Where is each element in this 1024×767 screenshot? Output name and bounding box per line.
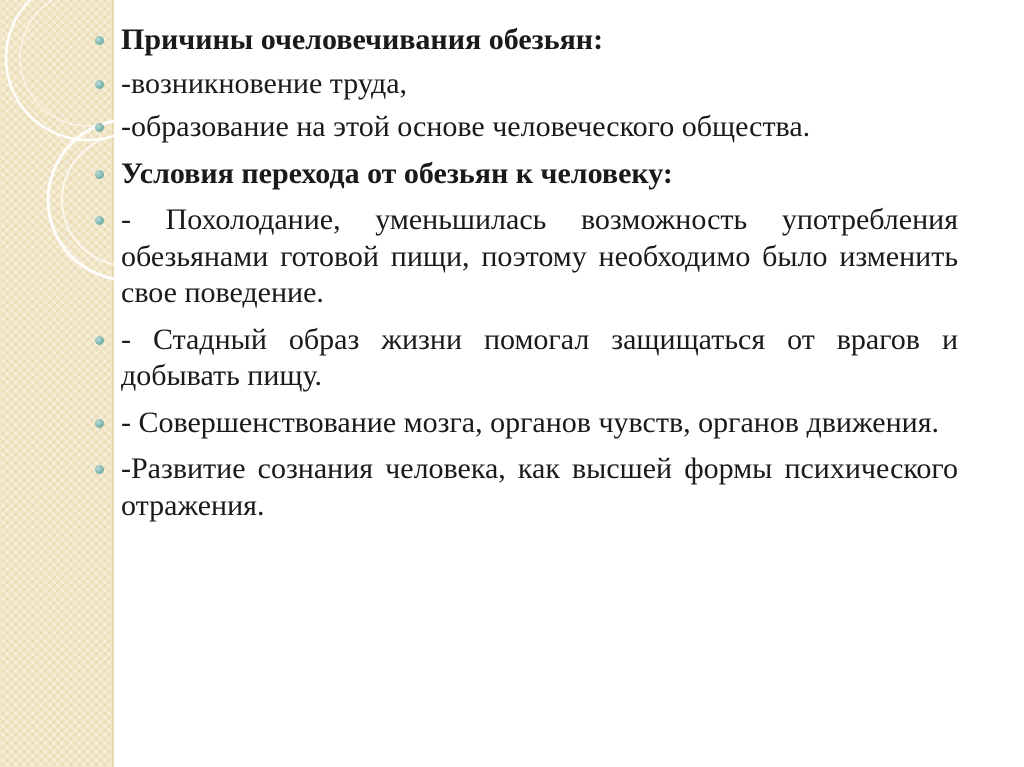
bullet-text: -образование на этой основе человеческого общества. (121, 110, 811, 143)
bullet-item (90, 22, 958, 59)
bullet-text: Причины очеловечивания обезьян: (121, 23, 604, 56)
bullet-dot-icon (95, 419, 104, 428)
bullet-dot-icon (95, 170, 104, 179)
bullet-dot-icon (95, 36, 104, 45)
bullet-item (90, 66, 958, 103)
bullet-dot-icon (95, 123, 104, 132)
bullet-item (90, 451, 958, 524)
bullet-text: - Похолодание, уменьшилась возможность употребления обезьянами готовой пищи, поэтому необходимо было изменить свое поведение. (121, 203, 958, 309)
bullet-text: -возникновение труда, (121, 66, 408, 100)
bullet-dot-icon (95, 80, 104, 89)
bullet-item (90, 156, 958, 193)
bullet-text: -Развитие сознания человека, как высшей формы психического отражения. (121, 452, 958, 522)
bullet-dot-icon (95, 336, 104, 345)
bullet-item (90, 109, 958, 146)
bullet-dot-icon (95, 465, 104, 474)
bullet-list (90, 22, 958, 524)
bullet-text: - Совершенствование мозга, органов чувств, органов движения. (121, 405, 940, 439)
slide-content (90, 22, 958, 534)
bullet-item (90, 405, 958, 442)
bullet-dot-icon (95, 216, 104, 225)
bullet-item (90, 202, 958, 312)
bullet-item (90, 322, 958, 395)
bullet-text: - Стадный образ жизни помогал защищаться от врагов и добывать пищу. (121, 322, 958, 392)
bullet-text: Условия перехода от обезьян к человеку: (121, 156, 673, 190)
